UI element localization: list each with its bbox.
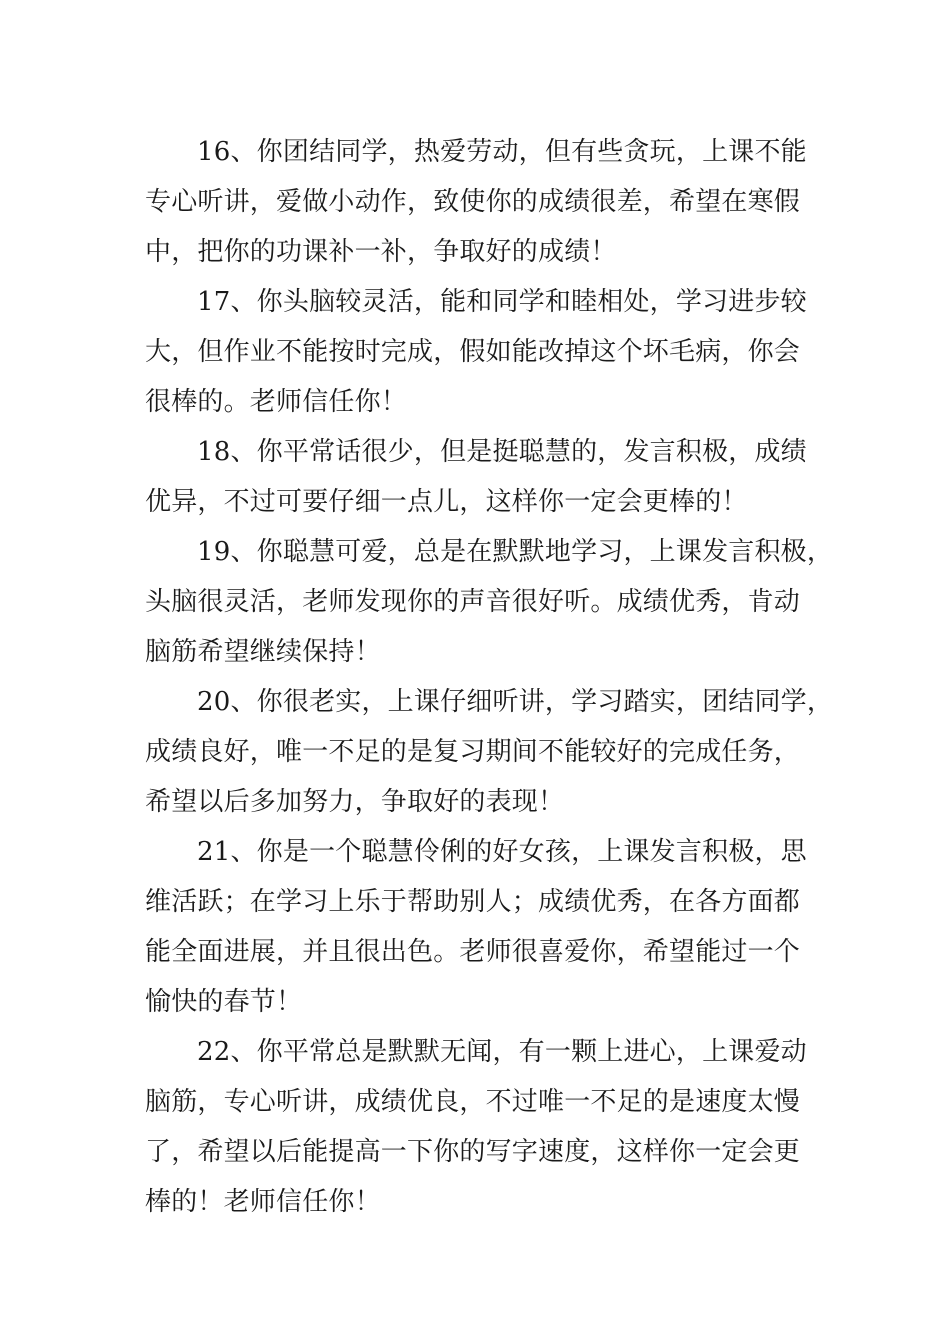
paragraph-line: 脑筋希望继续保持！ xyxy=(145,637,381,667)
paragraph-line: 21、你是一个聪慧伶俐的好女孩，上课发言积极，思 xyxy=(197,837,807,867)
paragraph-line: 愉快的春节！ xyxy=(145,987,303,1017)
paragraph-19 xyxy=(145,527,835,677)
paragraph-line: 16、你团结同学，热爱劳动，但有些贪玩，上课不能 xyxy=(197,137,807,167)
paragraph-line: 维活跃；在学习上乐于帮助别人；成绩优秀，在各方面都 xyxy=(145,887,801,917)
paragraph-line: 成绩良好，唯一不足的是复习期间不能较好的完成任务， xyxy=(145,737,801,767)
paragraph-20 xyxy=(145,677,835,827)
paragraph-line: 头脑很灵活，老师发现你的声音很好听。成绩优秀，肯动 xyxy=(145,587,801,617)
paragraph-17 xyxy=(145,277,835,427)
paragraph-line: 能全面进展，并且很出色。老师很喜爱你，希望能过一个 xyxy=(145,937,801,967)
paragraph-line: 专心听讲，爱做小动作，致使你的成绩很差，希望在寒假 xyxy=(145,187,801,217)
paragraph-line: 了，希望以后能提高一下你的写字速度，这样你一定会更 xyxy=(145,1137,801,1167)
paragraph-line: 19、你聪慧可爱，总是在默默地学习，上课发言积极， xyxy=(197,537,834,567)
paragraph-line: 22、你平常总是默默无闻，有一颗上进心，上课爱动 xyxy=(197,1037,807,1067)
paragraph-line: 中，把你的功课补一补，争取好的成绩！ xyxy=(145,237,617,267)
paragraph-line: 18、你平常话很少，但是挺聪慧的，发言积极，成绩 xyxy=(197,437,807,467)
paragraph-line: 很棒的。老师信任你！ xyxy=(145,387,408,417)
paragraph-22 xyxy=(145,1027,835,1227)
paragraph-21 xyxy=(145,827,835,1027)
paragraph-16 xyxy=(145,127,835,277)
paragraph-line: 优异，不过可要仔细一点儿，这样你一定会更棒的！ xyxy=(145,487,748,517)
paragraph-line: 17、你头脑较灵活，能和同学和睦相处，学习进步较 xyxy=(197,287,807,317)
paragraph-line: 大，但作业不能按时完成，假如能改掉这个坏毛病，你会 xyxy=(145,337,801,367)
paragraph-line: 脑筋，专心听讲，成绩优良，不过唯一不足的是速度太慢 xyxy=(145,1087,801,1117)
document-body xyxy=(145,127,835,1227)
paragraph-line: 20、你很老实，上课仔细听讲，学习踏实，团结同学， xyxy=(197,687,834,717)
paragraph-line: 棒的！老师信任你！ xyxy=(145,1187,381,1217)
paragraph-18 xyxy=(145,427,835,527)
paragraph-line: 希望以后多加努力，争取好的表现！ xyxy=(145,787,565,817)
